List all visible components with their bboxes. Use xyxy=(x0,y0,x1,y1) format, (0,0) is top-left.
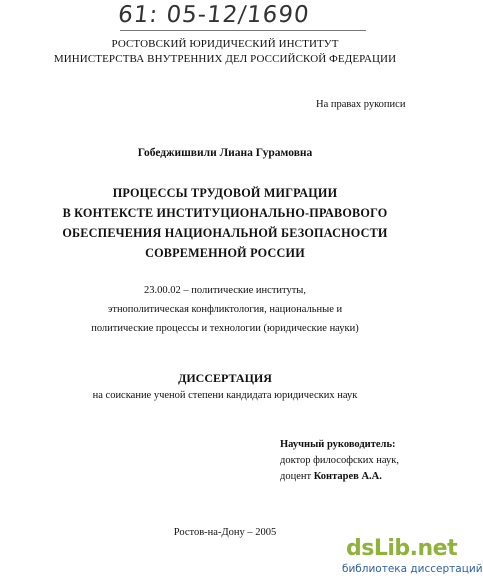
logo-net: .net xyxy=(409,536,458,561)
supervisor-line xyxy=(280,471,382,482)
handwritten-archive-code: 61: 05-12/1690 xyxy=(116,2,311,28)
city-year: Ростов-на-Дону – 2005 xyxy=(173,527,277,538)
supervisor-rank: доцент xyxy=(280,471,312,482)
title-line-2: В КОНТЕКСТЕ ИНСТИТУЦИОНАЛЬНО-ПРАВОВОГО xyxy=(62,206,388,220)
degree-line: на соискание ученой степени кандидата юридических наук xyxy=(92,390,358,401)
dslib-watermark xyxy=(340,536,483,580)
logo-lib: Lib xyxy=(373,536,410,561)
title-line-1: ПРОЦЕССЫ ТРУДОВОЙ МИГРАЦИИ xyxy=(112,186,338,200)
manuscript-note: На правах рукописи xyxy=(316,99,406,110)
specialty-line-2: этнополитическая конфликтология, национальные и xyxy=(107,304,343,315)
dslib-logo xyxy=(346,536,457,561)
watermark-subtitle: библиотека диссертаций xyxy=(342,563,483,575)
institution-line-1: РОСТОВСКИЙ ЮРИДИЧЕСКИЙ ИНСТИТУТ xyxy=(111,38,339,50)
specialty-line-1: 23.00.02 – политические институты, xyxy=(144,285,306,296)
document-type: ДИССЕРТАЦИЯ xyxy=(178,371,272,385)
institution-line-2: МИНИСТЕРСТВА ВНУТРЕННИХ ДЕЛ РОССИЙСКОЙ ФЕДЕРАЦИИ xyxy=(53,53,397,65)
author-name: Гобеджишвили Лиана Гурамовна xyxy=(137,147,313,159)
supervisor-degree: доктор философских наук, xyxy=(280,455,399,466)
title-line-3: ОБЕСПЕЧЕНИЯ НАЦИОНАЛЬНОЙ БЕЗОПАСНОСТИ xyxy=(62,226,388,240)
title-line-4: СОВРЕМЕННОЙ РОССИИ xyxy=(145,246,305,260)
logo-ds: ds xyxy=(346,536,374,561)
supervisor-heading: Научный руководитель: xyxy=(280,439,396,450)
supervisor-name: Контарев А.А. xyxy=(313,471,382,482)
specialty-line-3: политические процессы и технологии (юридические науки) xyxy=(91,323,359,334)
handwritten-underline xyxy=(120,30,366,31)
